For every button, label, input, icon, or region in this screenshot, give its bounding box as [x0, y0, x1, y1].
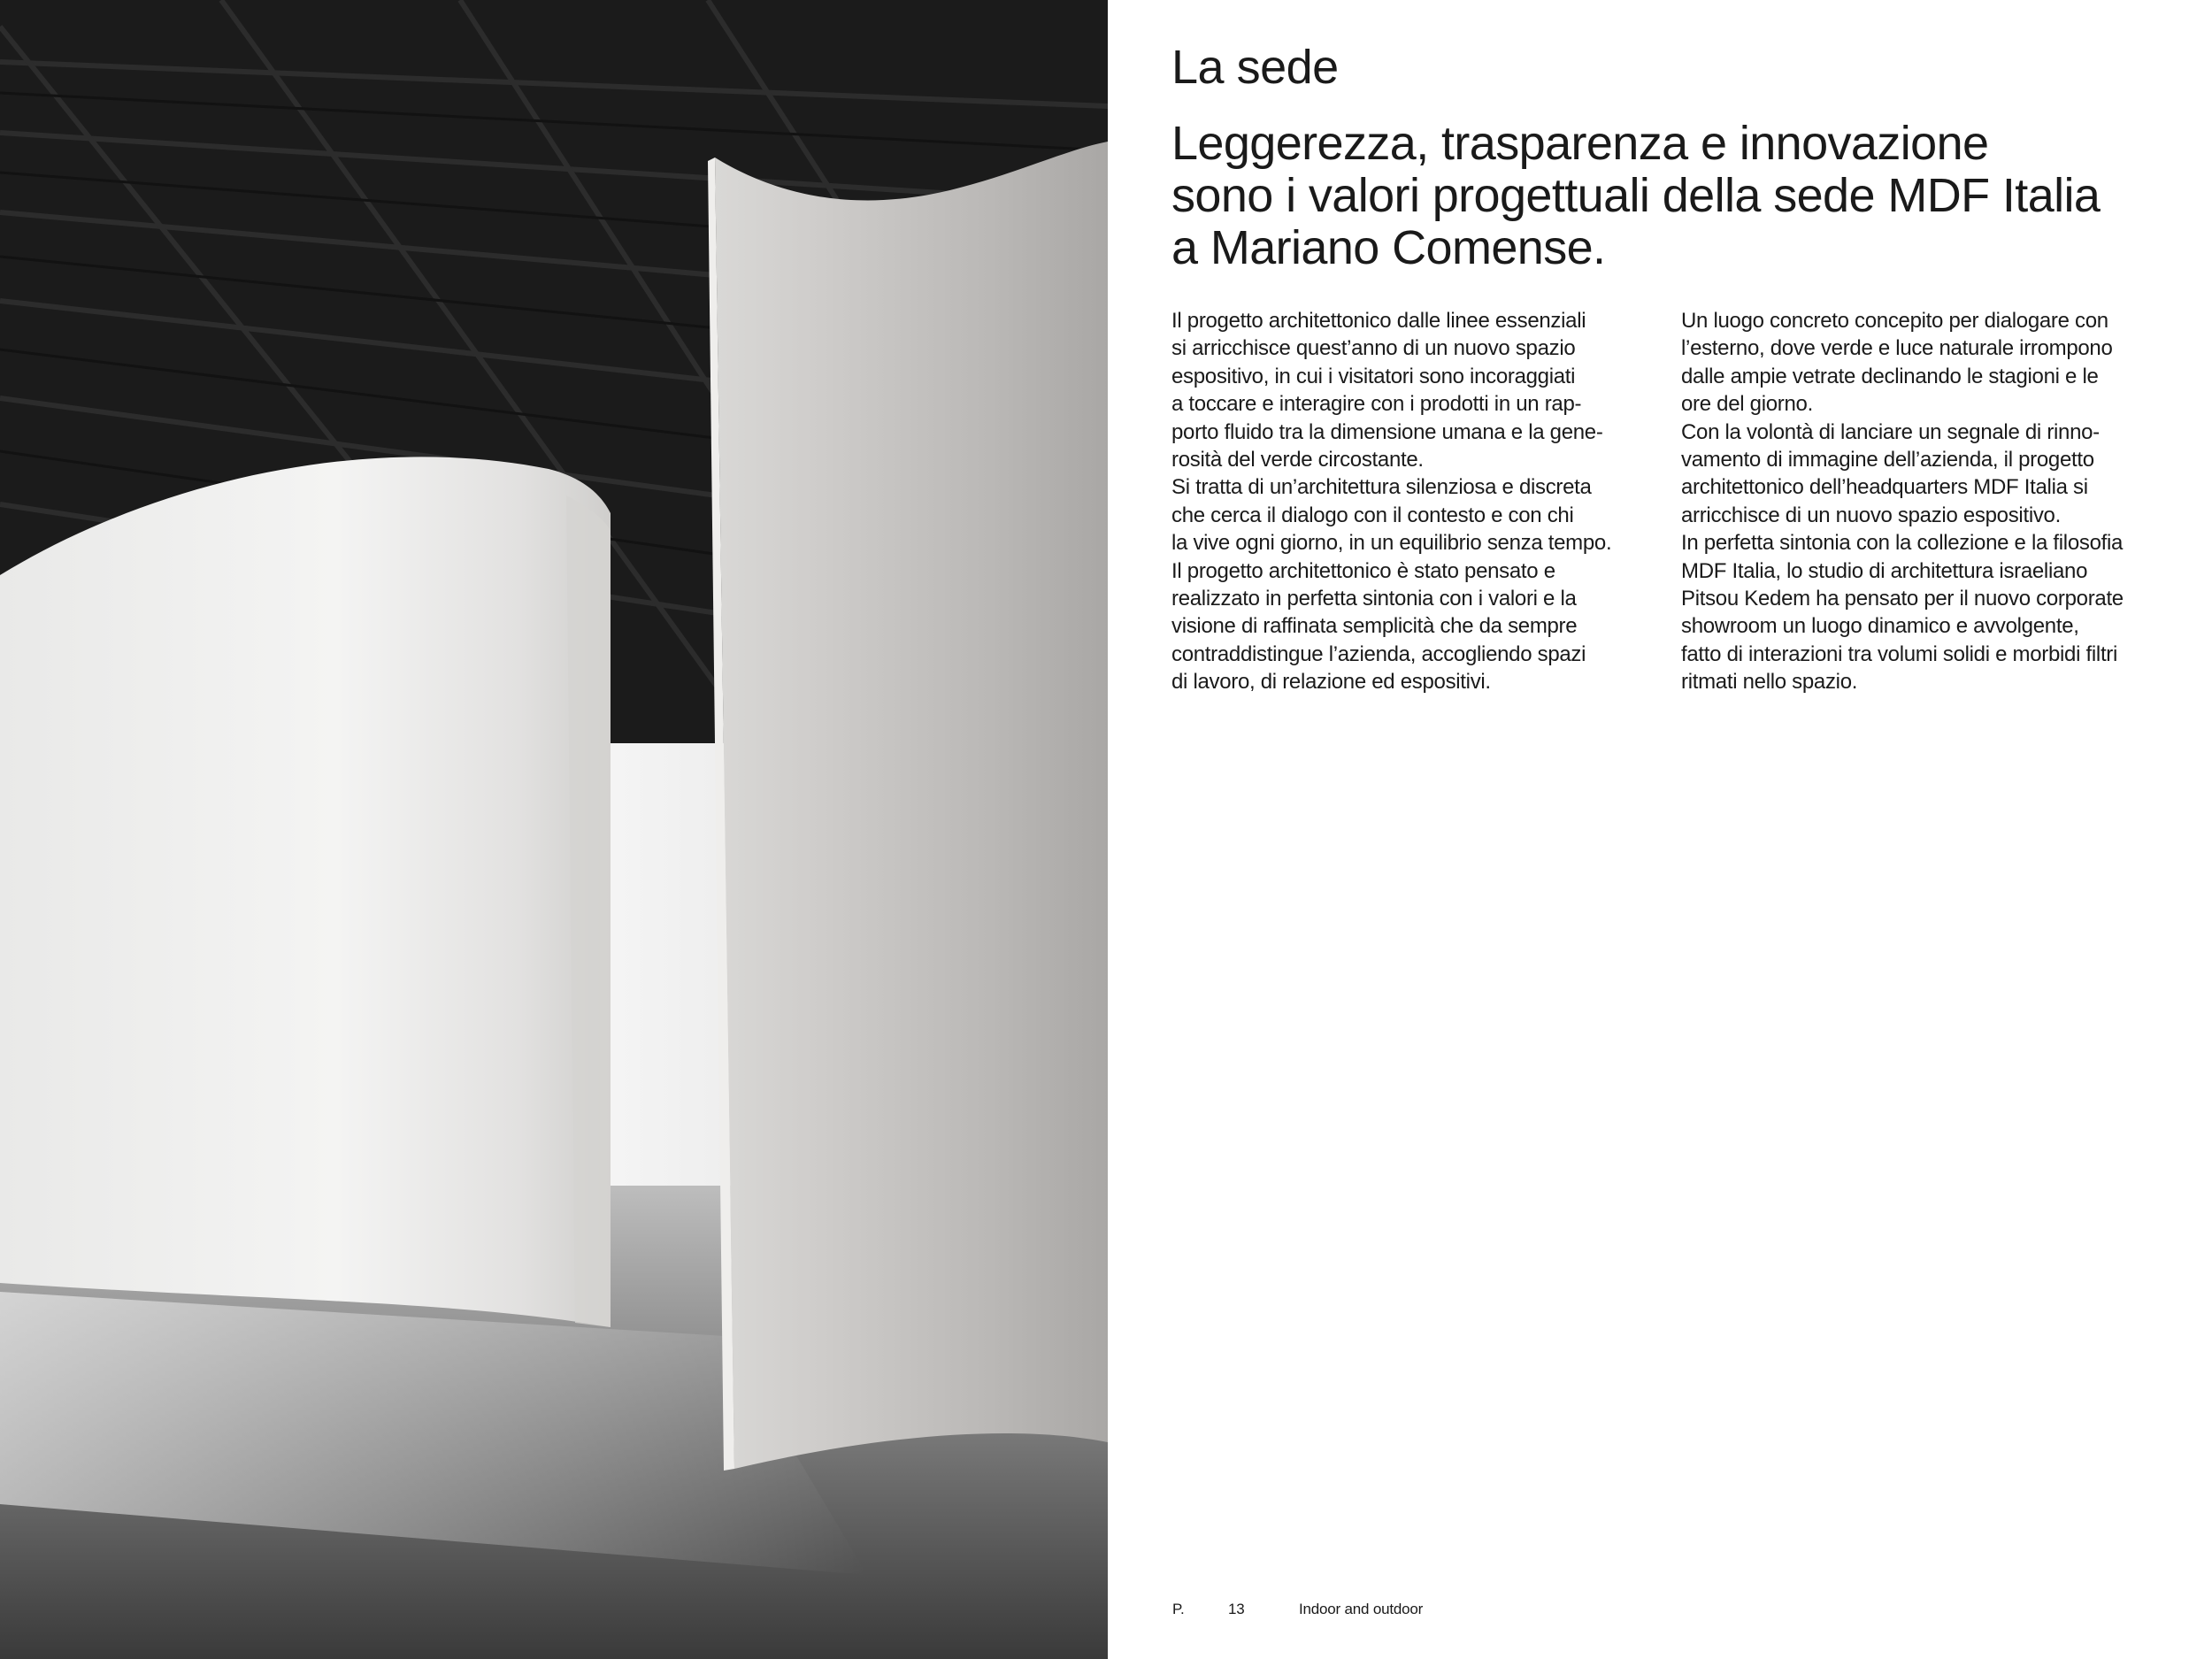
body-line: Pitsou Kedem ha pensato per il nuovo corporate — [1681, 587, 2124, 611]
body-line: architettonico dell’headquarters MDF Italia si — [1681, 475, 2088, 500]
body-line: fatto di interazioni tra volumi solidi e morbidi filtri — [1681, 641, 2118, 666]
footer-page-number: 13 — [1228, 1601, 1245, 1617]
body-line: espositivo, in cui i visitatori sono incoraggiati — [1171, 364, 1576, 388]
right-curved-panel — [715, 142, 1108, 1469]
body-line: di lavoro, di relazione ed espositivi. — [1171, 670, 1491, 695]
body-line: arricchisce di un nuovo spazio espositivo. — [1681, 503, 2061, 527]
body-line: si arricchisce quest’anno di un nuovo spazio — [1171, 336, 1576, 361]
body-line: contraddistingue l’azienda, accogliendo spazi — [1171, 641, 1586, 666]
headline-line: sono i valori progettuali della sede MDF Italia — [1171, 169, 2101, 222]
body-line: visione di raffinata semplicità che da sempre — [1171, 614, 1578, 639]
headline-line: Leggerezza, trasparenza e innovazione — [1171, 117, 1989, 170]
left-curved-wall — [0, 457, 611, 1327]
body-line: showroom un luogo dinamico e avvolgente, — [1681, 614, 2079, 639]
body-line: realizzato in perfetta sintonia con i valori e la — [1171, 587, 1577, 611]
body-line: Si tratta di un’architettura silenziosa e discreta — [1171, 475, 1592, 500]
body-line: MDF Italia, lo studio di architettura israeliano — [1681, 558, 2088, 583]
text-page — [1108, 0, 2212, 1659]
body-line: a toccare e interagire con i prodotti in un rap- — [1171, 392, 1582, 417]
footer-page-prefix: P. — [1172, 1601, 1185, 1617]
footer-catalog-title: Indoor and outdoor — [1299, 1601, 1424, 1617]
body-line: In perfetta sintonia con la collezione e la filosofia — [1681, 531, 2124, 556]
body-line: rosità del verde circostante. — [1171, 448, 1424, 472]
body-line: ore del giorno. — [1681, 392, 1813, 417]
body-line: l’esterno, dove verde e luce naturale irrompono — [1681, 336, 2113, 361]
body-line: che cerca il dialogo con il contesto e con chi — [1171, 503, 1574, 527]
body-column-right — [1681, 307, 2177, 696]
body-line: dalle ampie vetrate declinando le stagioni e le — [1681, 364, 2099, 388]
body-line: Con la volontà di lanciare un segnale di rinno- — [1681, 419, 2100, 444]
body-line: la vive ogni giorno, in un equilibrio senza tempo. — [1171, 531, 1612, 556]
body-line: Un luogo concreto concepito per dialogare con — [1681, 309, 2108, 333]
section-title: La sede — [1171, 41, 1339, 94]
body-line: ritmati nello spazio. — [1681, 670, 1858, 695]
body-column-left — [1171, 307, 1667, 696]
headline-line: a Mariano Comense. — [1171, 221, 1606, 274]
body-line: vamento di immagine dell’azienda, il progetto — [1681, 448, 2094, 472]
body-line: Il progetto architettonico è stato pensato e — [1171, 558, 1555, 583]
headline — [1171, 118, 2189, 274]
body-line: porto fluido tra la dimensione umana e la gene- — [1171, 419, 1603, 444]
body-line: Il progetto architettonico dalle linee essenziali — [1171, 309, 1586, 333]
